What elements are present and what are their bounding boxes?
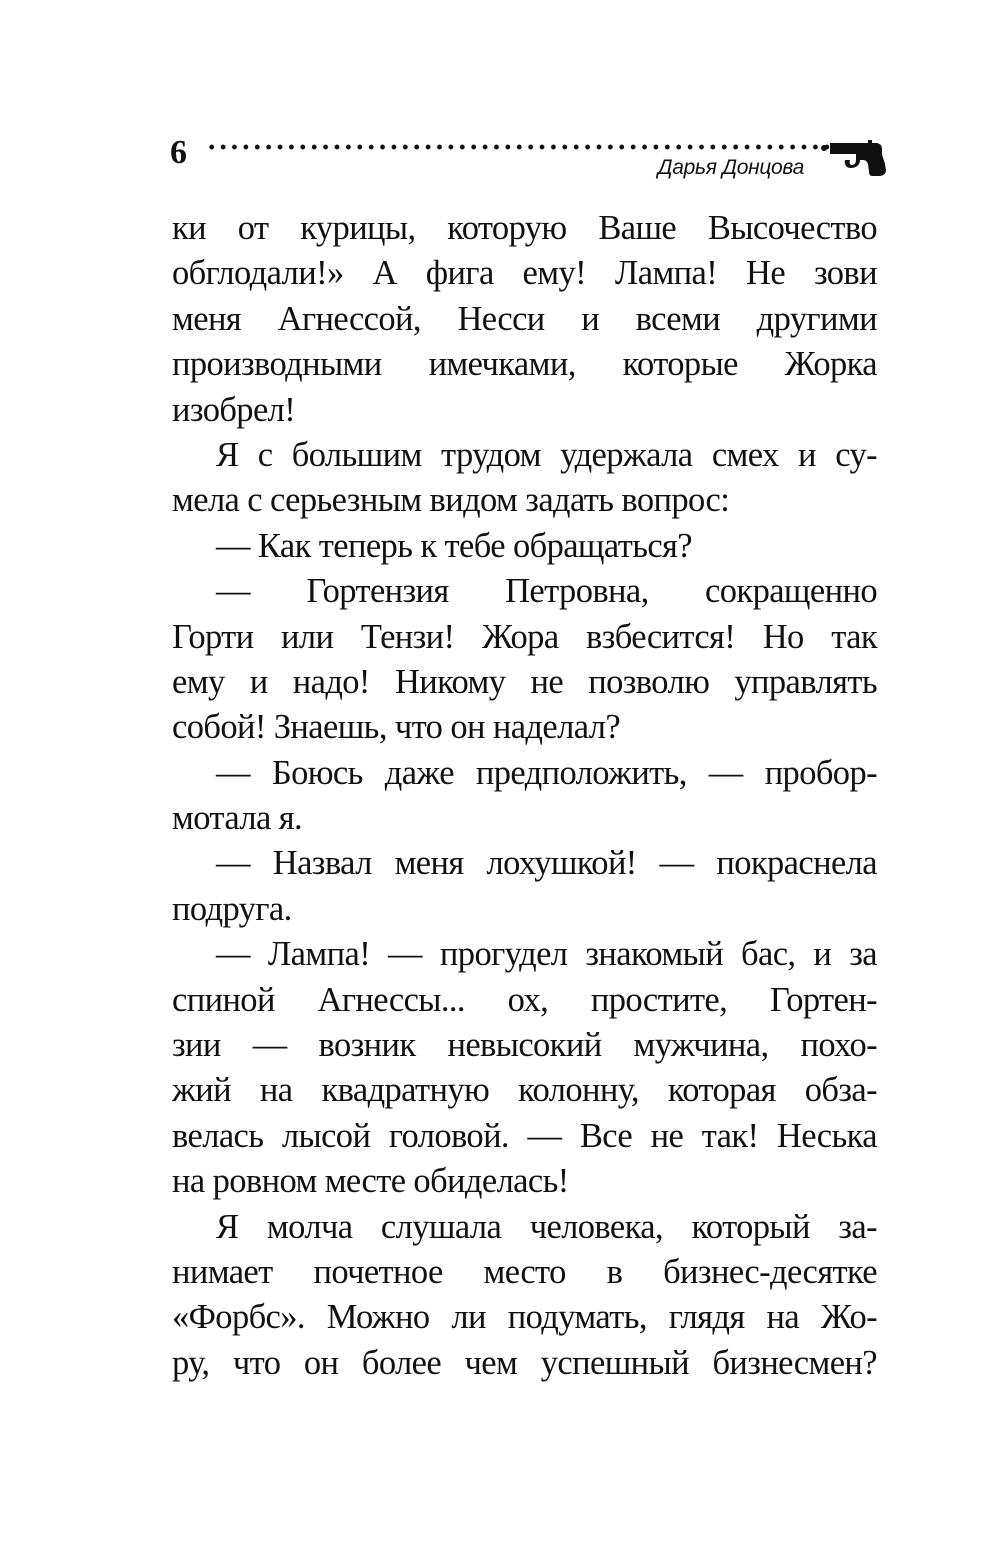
- text-line: зии — возник невысокий мужчина, похо-: [172, 1026, 877, 1065]
- text-line: Я молча слушала человека, который за-: [216, 1207, 877, 1246]
- text-line: ру, что он более чем успешный бизнесмен?: [172, 1343, 877, 1382]
- text-line: собой! Знаешь, что он наделал?: [172, 708, 621, 747]
- text-line: на ровном месте обиделась!: [172, 1162, 569, 1201]
- text-line: — Назвал меня лохушкой! — покраснела: [216, 844, 877, 883]
- text-line: — Боюсь даже предположить, — пробор-: [216, 753, 877, 792]
- text-line: велась лысой головой. — Все не так! Неська: [172, 1116, 877, 1155]
- page-number: 6: [170, 134, 187, 171]
- text-line: мела с серьезным видом задать вопрос:: [172, 481, 730, 520]
- body-text: [172, 206, 877, 1386]
- text-line: обглодали!» А фига ему! Лампа! Не зови: [172, 254, 877, 293]
- text-line: — Гортензия Петровна, сокращенно: [216, 572, 877, 611]
- text-line: нимает почетное место в бизнес-десятке: [172, 1252, 877, 1291]
- revolver-icon: [820, 134, 886, 178]
- text-line: ему и надо! Никому не позволю управлять: [172, 662, 877, 701]
- text-line: — Лампа! — прогудел знакомый бас, и за: [216, 935, 877, 974]
- text-line: «Форбс». Можно ли подумать, глядя на Жо-: [172, 1298, 877, 1337]
- text-line: Я с большим трудом удержала смех и су-: [216, 435, 877, 474]
- dotted-rule: [206, 144, 848, 150]
- text-line: производными имечками, которые Жорка: [172, 345, 877, 384]
- text-line: Горти или Тензи! Жора взбесится! Но так: [172, 617, 877, 656]
- text-line: спиной Агнессы... ох, простите, Гортен-: [172, 980, 877, 1019]
- text-line: ки от курицы, которую Ваше Высочество: [172, 209, 877, 247]
- text-line: меня Агнессой, Несси и всеми другими: [172, 299, 877, 338]
- text-line: подруга.: [172, 889, 292, 928]
- text-line: изобрел!: [172, 390, 296, 429]
- text-line: жий на квадратную колонну, которая обза-: [172, 1071, 877, 1110]
- text-line: — Как теперь к тебе обращаться?: [216, 526, 693, 565]
- author-name: Дарья Донцова: [657, 156, 804, 179]
- text-line: мотала я.: [172, 799, 302, 838]
- running-header: [170, 132, 882, 188]
